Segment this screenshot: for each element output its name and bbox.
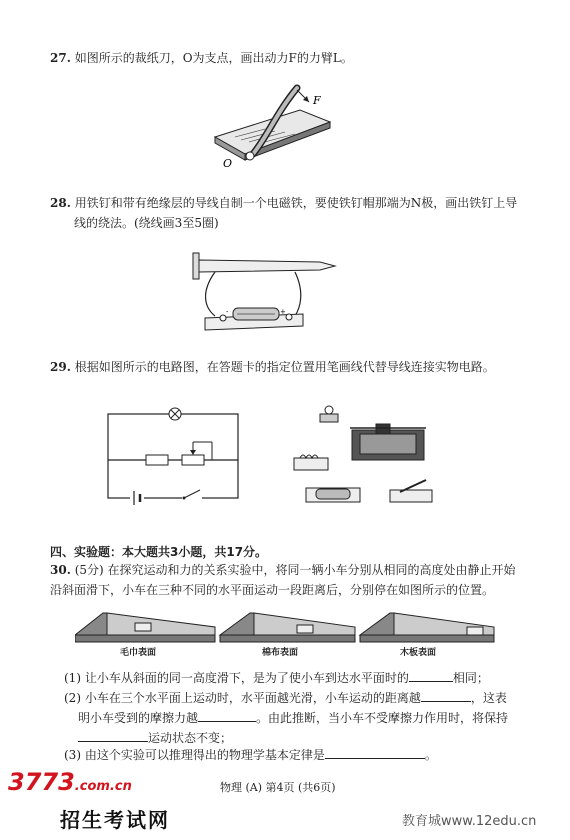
- surface-label-cotton: 棉布表面: [262, 648, 299, 658]
- answer-blank-2[interactable]: [421, 688, 471, 702]
- cotton-surface-panel: [220, 613, 355, 642]
- sub3-tail: 。: [424, 748, 437, 762]
- answer-blank-4[interactable]: [78, 728, 148, 742]
- question-27: [50, 48, 524, 68]
- sub1-text: (1) 让小车从斜面的同一高度滑下，是为了使小车到达水平面时的: [64, 671, 409, 685]
- sub2-line2: 明小车受到的摩擦力越: [78, 711, 199, 725]
- question-text: 如图所示的裁纸刀，O为支点，画出动力F的力臂L。: [74, 51, 353, 65]
- towel-surface-panel: [75, 613, 215, 642]
- svg-text:-: -: [226, 308, 229, 316]
- question-text-line1: (5分) 在探究运动和力的关系实验中，将同一辆小车分别从相同的高度处由静止开始: [74, 563, 516, 577]
- question-number: 29.: [50, 360, 71, 374]
- question-text-line2: 沿斜面滑下，小车在三种不同的水平面运动一段距离后，分别停在如图所示的位置。: [50, 583, 495, 597]
- subquestion-1: [64, 668, 530, 688]
- question-number: 30.: [50, 563, 71, 577]
- physical-components-figure: [290, 400, 450, 515]
- question-number: 28.: [50, 196, 71, 210]
- question-28: [50, 193, 524, 233]
- question-29: [50, 357, 524, 377]
- sub3-text: (3) 由这个实验可以推理得出的物理学基本定律是: [64, 748, 325, 762]
- sub1-tail: 相同；: [452, 671, 489, 685]
- question-30: [50, 560, 524, 600]
- watermark-text: 教育城www.12edu.cn: [402, 814, 537, 829]
- section-title: 四、实验题：本大题共3小题，共17分。: [50, 545, 268, 559]
- answer-blank-5[interactable]: [325, 745, 425, 759]
- page-footer: 物理 (A) 第4页 (共6页): [220, 781, 336, 794]
- label-F: F: [313, 94, 321, 107]
- question-number: 27.: [50, 51, 71, 65]
- question-text-line2: 线的绕法。(绕线画3至5圈): [74, 216, 219, 230]
- logo-number: 3773: [8, 768, 75, 796]
- answer-blank-3[interactable]: [198, 708, 256, 722]
- label-O: O: [223, 157, 233, 170]
- circuit-diagram: [100, 400, 245, 510]
- answer-blank-1[interactable]: [409, 668, 453, 682]
- question-text: 根据如图所示的电路图，在答题卡的指定位置用笔画线代替导线连接实物电路。: [74, 360, 495, 374]
- wood-surface-panel: [360, 613, 494, 642]
- svg-text:+: +: [280, 308, 286, 316]
- site-logo: [8, 768, 132, 796]
- logo-chinese-name: 招生考试网: [60, 808, 170, 832]
- nail-electromagnet-figure: [185, 248, 345, 338]
- incline-experiment-figure: [75, 605, 495, 643]
- sub2-tail: ，这表: [470, 691, 507, 705]
- sub2-text: (2) 小车在三个水平面上运动时，水平面越光滑，小车运动的距离越: [64, 691, 421, 705]
- surface-label-wood: 木板表面: [400, 648, 437, 658]
- logo-domain: .com.cn: [74, 779, 132, 794]
- subquestion-2: [64, 688, 530, 748]
- sub2-line3: 运动状态不变；: [148, 731, 233, 745]
- surface-label-towel: 毛巾表面: [120, 648, 157, 658]
- question-text-line1: 用铁钉和带有绝缘层的导线自制一个电磁铁，要使铁钉帽那端为N极，画出铁钉上导: [74, 196, 518, 210]
- sub2-line2-tail: 。由此推断，当小车不受摩擦力作用时，将保持: [256, 711, 509, 725]
- paper-cutter-figure: [205, 82, 345, 177]
- subquestion-3: [64, 745, 530, 765]
